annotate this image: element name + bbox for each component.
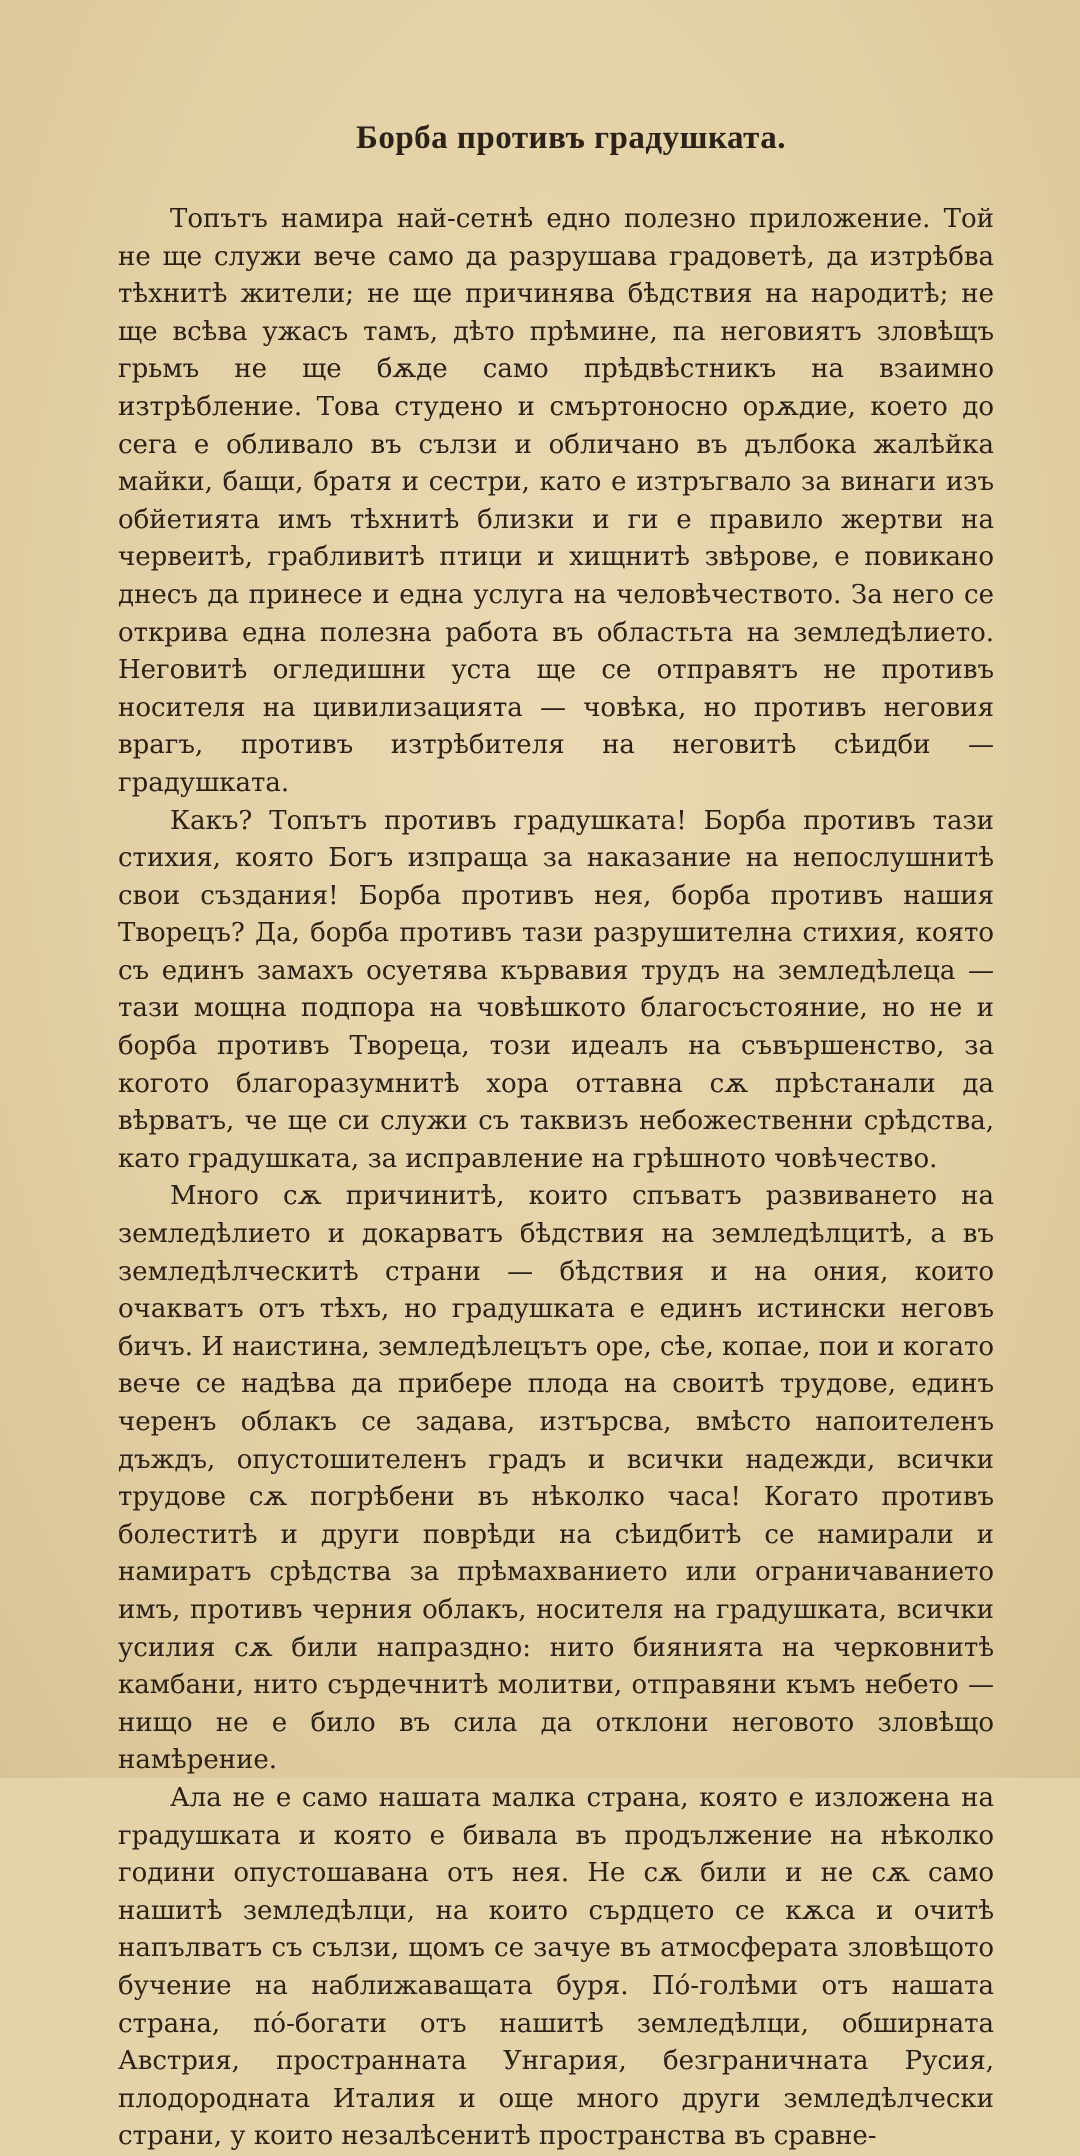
- article-paragraph: Какъ? Топътъ противъ градушката! Борба противъ тази стихия, която Богъ изпраща за наказание на непослушнитѣ свои създания! Борба противъ нея, борба противъ нашия Творецъ? Да, борба противъ тази разрушителна стихия, която съ единъ замахъ осуетява кървавия трудъ на земледѣлеца — тази мощна подпора на човѣшкото благосъстояние, но не и борба противъ Твореца, този идеалъ на съвършенство, за когото благоразумнитѣ хора оттавна сѫ прѣстанали да вѣрватъ, че ще си служи съ таквизъ небожественни срѣдства, като градушката, за исправление на грѣшното човѣчество.: [118, 805, 994, 1174]
- article-paragraph: Топътъ намира най-сетнѣ едно полезно приложение. Той не ще служи вече само да разрушава градоветѣ, да изтрѣбва тѣхнитѣ жители; не ще причинява бѣдствия на народитѣ; не ще всѣва ужасъ тамъ, дѣто прѣмине, па неговиятъ зловѣщъ грьмъ не ще бѫде само прѣдвѣстникъ на взаимно изтрѣбление. Това студено и смъртоносно орѫдие, което до сега е обливало въ сълзи и обличано въ дълбока жалѣйка майки, бащи, братя и сестри, като е изтръгвало за винаги изъ обйетията имъ тѣхнитѣ близки и ги е правило жертви на червеитѣ, грабливитѣ птици и хищнитѣ звѣрове, е повикано днесъ да принесе и една услуга на человѣчеството. За него се открива една полезна работа въ областьта на земледѣлието. Неговитѣ огледишни уста ще се отправятъ не противъ носителя на цивилизацията — човѣка, но противъ неговия врагъ, противъ изтрѣбителя на неговитѣ сѣидби — градушката.: [118, 204, 994, 798]
- article-paragraph: Ала не е само нашата малка страна, която е изложена на градушката и която е бивала въ продължение на нѣколко години опустошавана отъ нея. Не сѫ били и не сѫ само нашитѣ земледѣлци, на които сърдцето се кѫса и очитѣ напълватъ съ сълзи, щомъ се зачуе въ атмосферата зловѣщото бучение на наближаващата буря. По́-голѣми отъ нашата страна, по́-богати отъ нашитѣ земледѣлци, обширната Австрия, пространната Унгария, безграничната Русия, плодородната Италия и още много други земледѣлчески страни, у които незалѣсенитѣ пространства въ сравне-: [118, 1782, 994, 2152]
- article-title: Борба противъ градушката.: [356, 120, 786, 156]
- article-paragraph: Много сѫ причинитѣ, които спъватъ развиването на земледѣлието и докарватъ бѣдствия на земледѣлцитѣ, а въ земледѣлческитѣ страни — бѣдствия и на ония, които очакватъ отъ тѣхъ, но градушката е единъ истински неговъ бичъ. И наистина, земледѣлецътъ оре, сѣе, копае, пои и когато вече се надѣва да прибере плода на своитѣ трудове, единъ черенъ облакъ се задава, изтърсва, вмѣсто напоителенъ дъждъ, опустошителенъ градъ и всички надежди, всички трудове сѫ погрѣбени въ нѣколко часа! Когато противъ болеститѣ и други поврѣди на сѣидбитѣ се намирали и намиратъ срѣдства за прѣмахванието или ограничаванието имъ, противъ черния облакъ, носителя на градушката, всички усилия сѫ били напраздно: нито биянията на черковнитѣ камбани, нито сърдечнитѣ молитви, отправяни къмъ небето — нищо не е било въ сила да отклони неговото зловѣщо намѣрение.: [118, 1181, 994, 1776]
